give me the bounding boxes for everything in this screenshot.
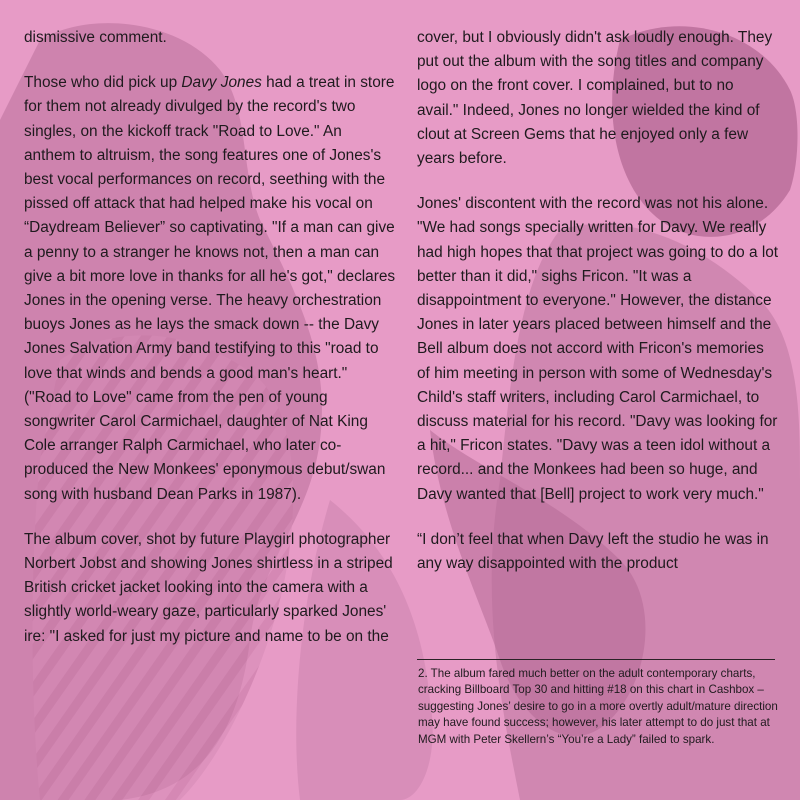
left-paragraph-2 [24, 71, 396, 507]
right-paragraph-3: “I don’t feel that when Davy left the studio he was in any way disappointed with the product [417, 530, 769, 573]
right-paragraph-2: Jones' discontent with the record was not his alone. "We had songs specially written for Davy. We really had high hopes that that project was going to do a lot better than it did," sighs Fricon. "It was a disappointment to everyone." However, the distance Jones in later years placed between himself and the Bell album does not accord with Fricon's memories of him meeting in person with some of Wednesday's Child's staff writers, including Carol Carmichael, to discuss material for his record. "Davy was looking for a hit," Fricon states. "Davy was a teen idol without a record... and the Monkees had been so huge, and Davy wanted that [Bell] project to work very much." [417, 195, 779, 503]
footnote: 2. The album fared much better on the adult contemporary charts, cracking Billboard Top 30 and hitting #18 on this chart in Cashbox – suggesting Jones’ desire to go in a more overtly adult/mature direction may have found success; however, his later attempt to do just that at MGM with Peter Skellern’s “You’re a Lady” failed to spark. [418, 667, 778, 746]
album-title: Davy Jones [181, 74, 262, 92]
left-paragraph-1: dismissive comment. [24, 29, 167, 46]
footnote-divider [417, 659, 775, 660]
left-column [24, 26, 396, 670]
right-column [417, 26, 779, 597]
right-paragraph-1: cover, but I obviously didn't ask loudly enough. They put out the album with the song titles and company logo on the front cover. I complained, but to no avail." Indeed, Jones no longer wielded the kind of clout at Screen Gems that he enjoyed only a few years before. [417, 29, 773, 168]
left-paragraph-2-rest: had a treat in store for them not already divulged by the record's two singles, on the kickoff track "Road to Love." An anthem to altruism, the song features one of Jones's best vocal performances on record, seething with the pissed off attack that had helped make his vocal on “Daydream Believer” so captivating. "If a man can give a penny to a stranger he knows not, then a man can give a bit more love in thanks for all he's got," declares Jones in the opening verse. The heavy orchestration buoys Jones as he lays the smack down -- the Davy Jones Salvation Army band testifying to this "road to love that winds and bends a good man's heart." ("Road to Love" came from the pen of young songwriter Carol Carmichael, daughter of Nat King Cole arranger Ralph Carmichael, who later co-produced the New Monkees' eponymous debut/swan song with husband Dean Parks in 1987). [24, 74, 396, 503]
left-paragraph-2-start: Those who did pick up [24, 74, 182, 92]
left-paragraph-3: The album cover, shot by future Playgirl photographer Norbert Jobst and showing Jones shirtless in a striped British cricket jacket looking into the camera with a slightly world-weary gaze, particularly sparked Jones' ire: "I asked for just my picture and name to be on the [24, 530, 393, 645]
